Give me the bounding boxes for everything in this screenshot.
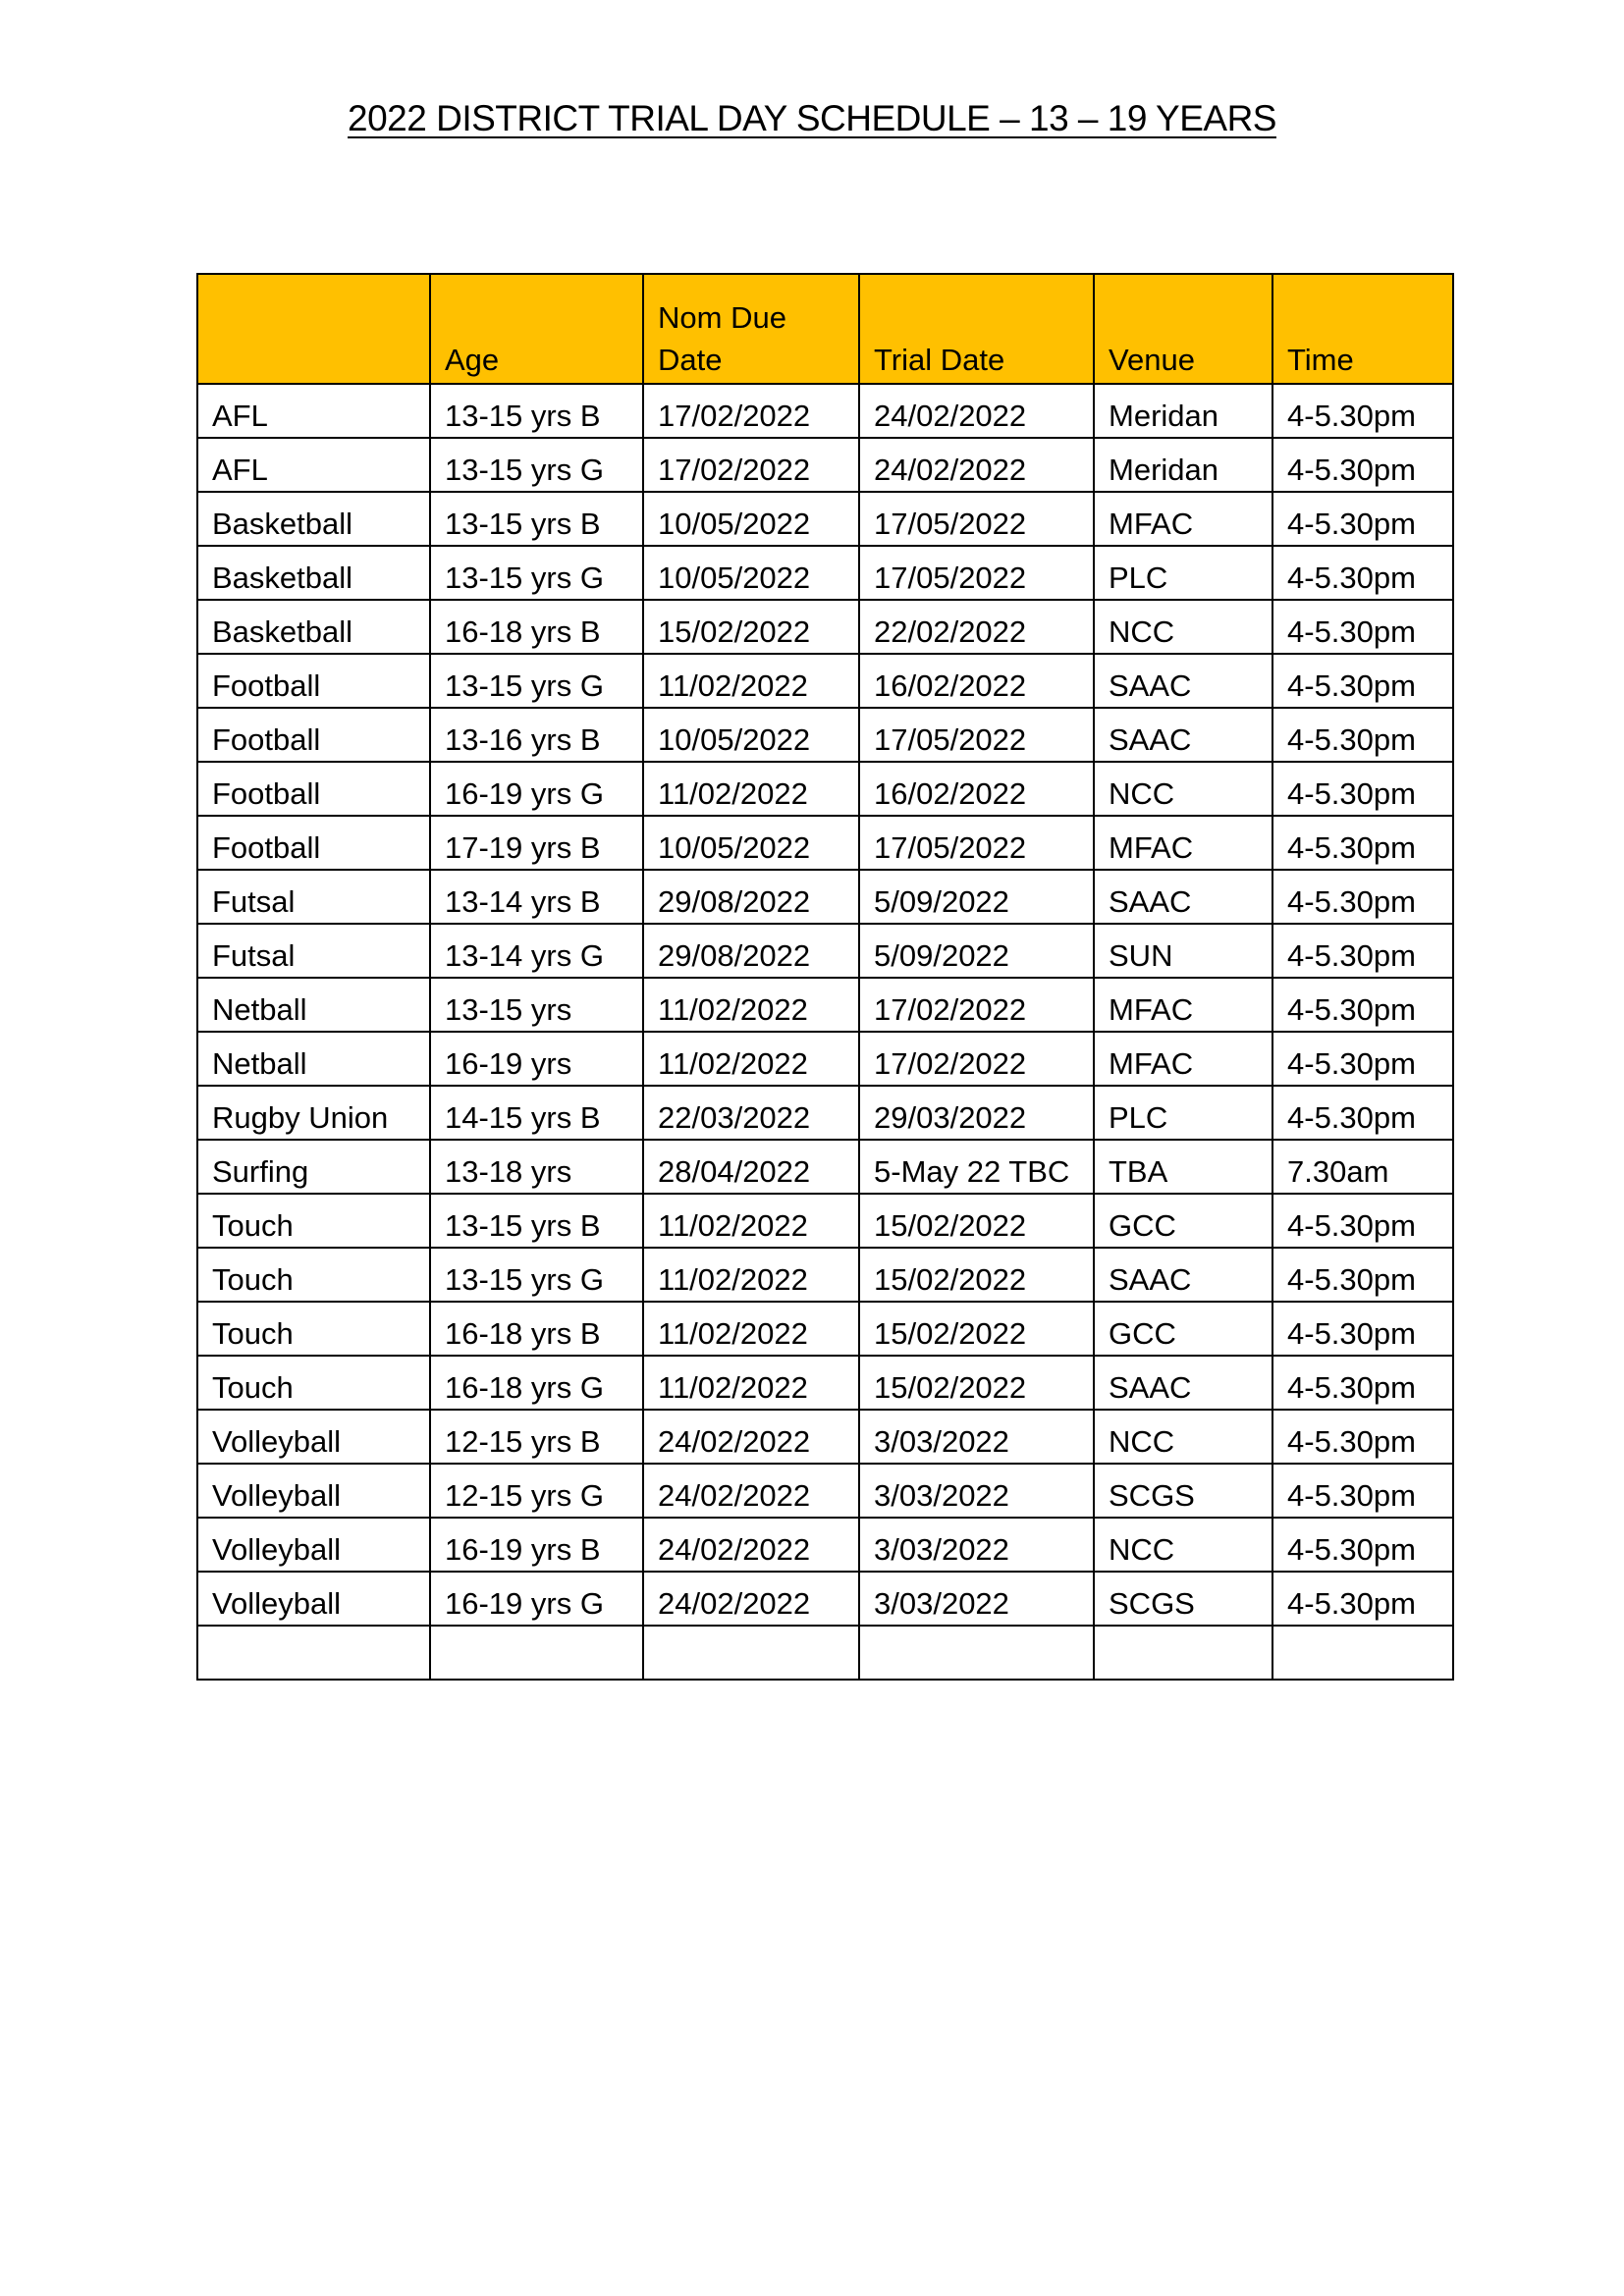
- sport-cell: Football: [197, 816, 430, 870]
- nom-due-date-cell: 22/03/2022: [643, 1086, 859, 1140]
- age-cell: 12-15 yrs B: [430, 1410, 643, 1464]
- nom-due-date-cell: 10/05/2022: [643, 816, 859, 870]
- table-row: [197, 1518, 1453, 1572]
- nom-due-date-cell: 10/05/2022: [643, 708, 859, 762]
- age-cell: [430, 1626, 643, 1680]
- venue-cell: SUN: [1094, 924, 1272, 978]
- nom-due-date-cell: 11/02/2022: [643, 1302, 859, 1356]
- trial-date-cell: 3/03/2022: [859, 1464, 1094, 1518]
- time-cell: 4-5.30pm: [1272, 708, 1453, 762]
- time-cell: 7.30am: [1272, 1140, 1453, 1194]
- sport-cell: Basketball: [197, 492, 430, 546]
- nom-due-date-cell: 11/02/2022: [643, 1356, 859, 1410]
- trial-date-cell: 16/02/2022: [859, 654, 1094, 708]
- age-cell: 13-15 yrs G: [430, 654, 643, 708]
- time-cell: 4-5.30pm: [1272, 1194, 1453, 1248]
- venue-cell: TBA: [1094, 1140, 1272, 1194]
- header-age: Age: [430, 274, 643, 384]
- table-row: [197, 546, 1453, 600]
- sport-cell: Basketball: [197, 600, 430, 654]
- trial-date-cell: 24/02/2022: [859, 384, 1094, 438]
- sport-cell: Rugby Union: [197, 1086, 430, 1140]
- table-row: [197, 438, 1453, 492]
- trial-date-cell: 3/03/2022: [859, 1572, 1094, 1626]
- time-cell: 4-5.30pm: [1272, 816, 1453, 870]
- sport-cell: Netball: [197, 978, 430, 1032]
- age-cell: 14-15 yrs B: [430, 1086, 643, 1140]
- venue-cell: SAAC: [1094, 870, 1272, 924]
- table-row: [197, 492, 1453, 546]
- trial-date-cell: 15/02/2022: [859, 1194, 1094, 1248]
- sport-cell: [197, 1626, 430, 1680]
- age-cell: 16-18 yrs B: [430, 1302, 643, 1356]
- nom-due-date-cell: 11/02/2022: [643, 1248, 859, 1302]
- nom-due-date-cell: 10/05/2022: [643, 492, 859, 546]
- sport-cell: Futsal: [197, 870, 430, 924]
- nom-due-date-cell: 11/02/2022: [643, 1194, 859, 1248]
- table-row: [197, 870, 1453, 924]
- venue-cell: MFAC: [1094, 492, 1272, 546]
- table-row: [197, 708, 1453, 762]
- venue-cell: MFAC: [1094, 1032, 1272, 1086]
- time-cell: 4-5.30pm: [1272, 1086, 1453, 1140]
- header-sport: [197, 274, 430, 384]
- trial-date-cell: 15/02/2022: [859, 1356, 1094, 1410]
- venue-cell: SCGS: [1094, 1464, 1272, 1518]
- trial-date-cell: 17/05/2022: [859, 492, 1094, 546]
- age-cell: 13-14 yrs B: [430, 870, 643, 924]
- venue-cell: SAAC: [1094, 708, 1272, 762]
- time-cell: 4-5.30pm: [1272, 1518, 1453, 1572]
- sport-cell: Netball: [197, 1032, 430, 1086]
- time-cell: 4-5.30pm: [1272, 978, 1453, 1032]
- time-cell: [1272, 1626, 1453, 1680]
- venue-cell: NCC: [1094, 600, 1272, 654]
- nom-due-date-cell: 24/02/2022: [643, 1518, 859, 1572]
- header-venue: Venue: [1094, 274, 1272, 384]
- sport-cell: Touch: [197, 1194, 430, 1248]
- nom-due-date-cell: 28/04/2022: [643, 1140, 859, 1194]
- time-cell: 4-5.30pm: [1272, 1464, 1453, 1518]
- table-row: [197, 1032, 1453, 1086]
- sport-cell: Volleyball: [197, 1464, 430, 1518]
- sport-cell: Touch: [197, 1356, 430, 1410]
- sport-cell: Volleyball: [197, 1518, 430, 1572]
- sport-cell: AFL: [197, 384, 430, 438]
- trial-date-cell: 22/02/2022: [859, 600, 1094, 654]
- nom-due-date-cell: 24/02/2022: [643, 1410, 859, 1464]
- time-cell: 4-5.30pm: [1272, 438, 1453, 492]
- venue-cell: MFAC: [1094, 978, 1272, 1032]
- age-cell: 13-18 yrs: [430, 1140, 643, 1194]
- time-cell: 4-5.30pm: [1272, 1248, 1453, 1302]
- age-cell: 16-19 yrs G: [430, 1572, 643, 1626]
- age-cell: 16-18 yrs B: [430, 600, 643, 654]
- time-cell: 4-5.30pm: [1272, 924, 1453, 978]
- trial-date-cell: 15/02/2022: [859, 1302, 1094, 1356]
- table-row: [197, 1086, 1453, 1140]
- sport-cell: Volleyball: [197, 1572, 430, 1626]
- venue-cell: MFAC: [1094, 816, 1272, 870]
- nom-due-date-cell: 29/08/2022: [643, 870, 859, 924]
- nom-due-date-cell: 24/02/2022: [643, 1572, 859, 1626]
- time-cell: 4-5.30pm: [1272, 600, 1453, 654]
- age-cell: 13-15 yrs: [430, 978, 643, 1032]
- table-row: [197, 1302, 1453, 1356]
- trial-date-cell: 17/02/2022: [859, 1032, 1094, 1086]
- venue-cell: PLC: [1094, 546, 1272, 600]
- time-cell: 4-5.30pm: [1272, 1410, 1453, 1464]
- table-row: [197, 1572, 1453, 1626]
- time-cell: 4-5.30pm: [1272, 492, 1453, 546]
- age-cell: 13-15 yrs G: [430, 546, 643, 600]
- trial-date-cell: 29/03/2022: [859, 1086, 1094, 1140]
- time-cell: 4-5.30pm: [1272, 1032, 1453, 1086]
- age-cell: 13-15 yrs B: [430, 492, 643, 546]
- sport-cell: Basketball: [197, 546, 430, 600]
- table-row: [197, 816, 1453, 870]
- trial-date-cell: 3/03/2022: [859, 1518, 1094, 1572]
- nom-due-date-cell: 11/02/2022: [643, 978, 859, 1032]
- sport-cell: Volleyball: [197, 1410, 430, 1464]
- time-cell: 4-5.30pm: [1272, 1302, 1453, 1356]
- nom-due-date-cell: 29/08/2022: [643, 924, 859, 978]
- table-row: [197, 600, 1453, 654]
- nom-due-date-cell: 11/02/2022: [643, 654, 859, 708]
- trial-schedule-table: [196, 273, 1454, 1681]
- table-row: [197, 1248, 1453, 1302]
- nom-due-date-cell: 11/02/2022: [643, 762, 859, 816]
- table-row: [197, 654, 1453, 708]
- venue-cell: GCC: [1094, 1302, 1272, 1356]
- venue-cell: [1094, 1626, 1272, 1680]
- trial-date-cell: 17/05/2022: [859, 816, 1094, 870]
- table-row: [197, 384, 1453, 438]
- venue-cell: GCC: [1094, 1194, 1272, 1248]
- sport-cell: Football: [197, 708, 430, 762]
- sport-cell: Football: [197, 654, 430, 708]
- trial-date-cell: 15/02/2022: [859, 1248, 1094, 1302]
- age-cell: 17-19 yrs B: [430, 816, 643, 870]
- venue-cell: SCGS: [1094, 1572, 1272, 1626]
- age-cell: 13-16 yrs B: [430, 708, 643, 762]
- nom-due-date-cell: 17/02/2022: [643, 438, 859, 492]
- venue-cell: NCC: [1094, 1410, 1272, 1464]
- sport-cell: Touch: [197, 1302, 430, 1356]
- trial-date-cell: 17/05/2022: [859, 708, 1094, 762]
- age-cell: 13-15 yrs B: [430, 1194, 643, 1248]
- nom-due-date-cell: 10/05/2022: [643, 546, 859, 600]
- table-row: [197, 978, 1453, 1032]
- trial-date-cell: 5/09/2022: [859, 924, 1094, 978]
- nom-due-date-cell: 15/02/2022: [643, 600, 859, 654]
- age-cell: 13-15 yrs G: [430, 438, 643, 492]
- venue-cell: PLC: [1094, 1086, 1272, 1140]
- venue-cell: Meridan: [1094, 438, 1272, 492]
- venue-cell: NCC: [1094, 762, 1272, 816]
- trial-date-cell: [859, 1626, 1094, 1680]
- venue-cell: Meridan: [1094, 384, 1272, 438]
- time-cell: 4-5.30pm: [1272, 1356, 1453, 1410]
- age-cell: 16-19 yrs G: [430, 762, 643, 816]
- time-cell: 4-5.30pm: [1272, 654, 1453, 708]
- venue-cell: SAAC: [1094, 654, 1272, 708]
- age-cell: 16-18 yrs G: [430, 1356, 643, 1410]
- age-cell: 12-15 yrs G: [430, 1464, 643, 1518]
- table-row: [197, 762, 1453, 816]
- trial-date-cell: 17/05/2022: [859, 546, 1094, 600]
- table-row: [197, 924, 1453, 978]
- age-cell: 13-15 yrs G: [430, 1248, 643, 1302]
- time-cell: 4-5.30pm: [1272, 1572, 1453, 1626]
- time-cell: 4-5.30pm: [1272, 870, 1453, 924]
- venue-cell: SAAC: [1094, 1248, 1272, 1302]
- table-header: [197, 274, 1453, 384]
- header-time: Time: [1272, 274, 1453, 384]
- time-cell: 4-5.30pm: [1272, 546, 1453, 600]
- sport-cell: Surfing: [197, 1140, 430, 1194]
- nom-due-date-cell: 11/02/2022: [643, 1032, 859, 1086]
- sport-cell: Touch: [197, 1248, 430, 1302]
- table-row: [197, 1194, 1453, 1248]
- trial-date-cell: 5-May 22 TBC: [859, 1140, 1094, 1194]
- trial-date-cell: 16/02/2022: [859, 762, 1094, 816]
- age-cell: 16-19 yrs B: [430, 1518, 643, 1572]
- venue-cell: NCC: [1094, 1518, 1272, 1572]
- trial-date-cell: 17/02/2022: [859, 978, 1094, 1032]
- table-row: [197, 1626, 1453, 1680]
- trial-date-cell: 24/02/2022: [859, 438, 1094, 492]
- nom-due-date-cell: 24/02/2022: [643, 1464, 859, 1518]
- venue-cell: SAAC: [1094, 1356, 1272, 1410]
- age-cell: 13-14 yrs G: [430, 924, 643, 978]
- nom-due-date-cell: 17/02/2022: [643, 384, 859, 438]
- nom-due-date-cell: [643, 1626, 859, 1680]
- header-trial-date: Trial Date: [859, 274, 1094, 384]
- table-row: [197, 1356, 1453, 1410]
- page-title: 2022 DISTRICT TRIAL DAY SCHEDULE – 13 – 19 YEARS: [348, 98, 1276, 138]
- table-row: [197, 1140, 1453, 1194]
- header-row: [197, 274, 1453, 384]
- trial-date-cell: 3/03/2022: [859, 1410, 1094, 1464]
- table-row: [197, 1464, 1453, 1518]
- sport-cell: Futsal: [197, 924, 430, 978]
- header-nom-due-date: Nom Due Date: [643, 274, 859, 384]
- time-cell: 4-5.30pm: [1272, 384, 1453, 438]
- time-cell: 4-5.30pm: [1272, 762, 1453, 816]
- table-row: [197, 1410, 1453, 1464]
- sport-cell: AFL: [197, 438, 430, 492]
- trial-date-cell: 5/09/2022: [859, 870, 1094, 924]
- table-body: [197, 384, 1453, 1680]
- age-cell: 13-15 yrs B: [430, 384, 643, 438]
- age-cell: 16-19 yrs: [430, 1032, 643, 1086]
- sport-cell: Football: [197, 762, 430, 816]
